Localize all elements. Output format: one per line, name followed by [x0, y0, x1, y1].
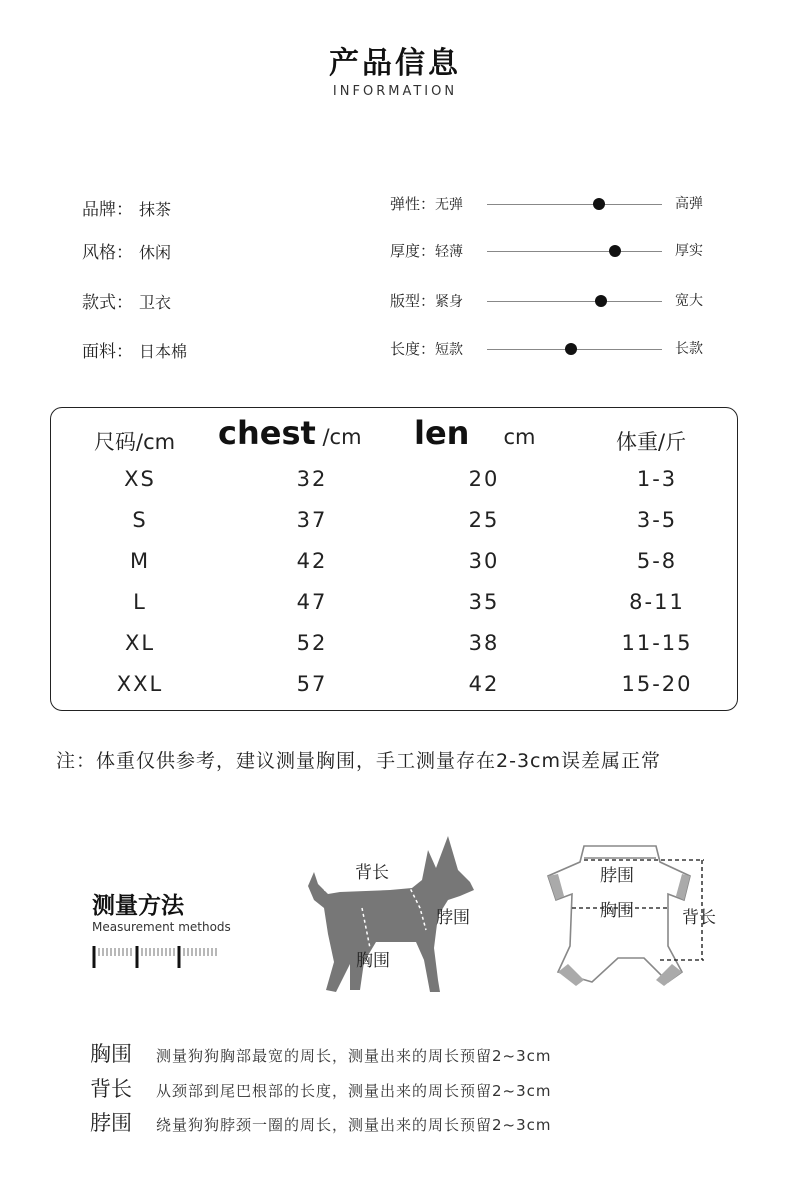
header-chest-word: chest [218, 414, 316, 452]
dog-label-neck: 脖围 [436, 908, 470, 928]
table-cell-chest: 47 [296, 590, 328, 614]
desc-text: 从颈部到尾巴根部的长度，测量出来的周长预留2~3cm [156, 1082, 552, 1100]
table-cell-chest: 37 [296, 508, 328, 532]
slider-label: 厚度：轻薄 [390, 242, 464, 260]
slider-dot [565, 343, 577, 355]
desc-key: 脖围 [90, 1111, 132, 1135]
desc-text: 测量狗狗胸部最宽的周长，测量出来的周长预留2~3cm [156, 1047, 552, 1065]
slider-track [487, 301, 662, 302]
dog-label-back: 背长 [355, 863, 389, 883]
header-chest [218, 414, 362, 452]
method-subtitle: Measurement methods [92, 920, 231, 934]
garment-label-neck: 脖围 [600, 866, 634, 886]
table-cell-size: S [132, 508, 148, 532]
table-cell-len: 25 [468, 508, 500, 532]
table-cell-weight: 15-20 [621, 672, 693, 696]
header-len-word: len [414, 414, 470, 452]
slider-dot [595, 295, 607, 307]
desc-key: 胸围 [90, 1042, 132, 1066]
garment-label-chest: 胸围 [600, 901, 634, 921]
table-cell-size: XL [124, 631, 156, 655]
attr-brand [82, 195, 171, 220]
attr-label: 风格： [82, 243, 133, 263]
slider-label: 弹性：无弹 [390, 195, 464, 213]
attr-value: 日本棉 [139, 342, 188, 361]
table-cell-weight: 5-8 [636, 549, 678, 573]
table-cell-weight: 11-15 [621, 631, 693, 655]
table-cell-len: 20 [468, 467, 500, 491]
dog-label-chest: 胸围 [356, 951, 390, 971]
table-cell-size: XXL [116, 672, 164, 696]
table-cell-chest: 52 [296, 631, 328, 655]
table-cell-size: XS [124, 467, 156, 491]
header-size: 尺码/cm [94, 430, 176, 454]
desc-text: 绕量狗狗脖颈一圈的周长，测量出来的周长预留2~3cm [156, 1116, 552, 1134]
attr-style [82, 238, 171, 263]
slider-right-label: 高弹 [675, 196, 703, 212]
slider-dot [609, 245, 621, 257]
slider-length [390, 338, 720, 362]
page-title: 产品信息 [329, 46, 461, 81]
attr-label: 款式： [82, 293, 133, 313]
slider-right-label: 长款 [675, 341, 703, 357]
slider-fit [390, 290, 720, 314]
desc-key: 背长 [90, 1077, 132, 1101]
header-chest-unit: /cm [315, 425, 362, 449]
table-cell-len: 38 [468, 631, 500, 655]
ruler-icon [92, 942, 222, 970]
attr-value: 抹茶 [139, 200, 172, 219]
table-cell-chest: 42 [296, 549, 328, 573]
attr-type [82, 288, 171, 313]
method-title: 测量方法 [92, 893, 184, 919]
table-cell-chest: 57 [296, 672, 328, 696]
attr-value: 卫衣 [139, 293, 172, 312]
table-cell-size: L [133, 590, 147, 614]
slider-right-label: 厚实 [675, 243, 703, 259]
table-cell-weight: 3-5 [636, 508, 678, 532]
slider-label: 版型：紧身 [390, 292, 464, 310]
table-cell-size: M [129, 549, 151, 573]
garment-label-back: 背长 [682, 908, 716, 928]
note-text: 注：体重仅供参考，建议测量胸围，手工测量存在2-3cm误差属正常 [56, 750, 661, 772]
desc-chest [90, 1038, 552, 1068]
table-cell-chest: 32 [296, 467, 328, 491]
table-cell-len: 30 [468, 549, 500, 573]
attr-label: 品牌： [82, 200, 133, 220]
slider-label: 长度：短款 [390, 340, 464, 358]
slider-dot [593, 198, 605, 210]
attr-label: 面料： [82, 342, 133, 362]
table-cell-weight: 1-3 [636, 467, 678, 491]
header-len-unit: cm [503, 425, 536, 449]
attr-value: 休闲 [139, 243, 172, 262]
table-cell-len: 42 [468, 672, 500, 696]
slider-thickness [390, 240, 720, 264]
header-length [414, 414, 535, 452]
header-weight: 体重/斤 [616, 430, 687, 454]
slider-track [487, 204, 662, 205]
page-subtitle: INFORMATION [332, 84, 458, 99]
desc-back [90, 1073, 552, 1103]
table-cell-weight: 8-11 [629, 590, 685, 614]
slider-right-label: 宽大 [675, 293, 703, 309]
table-cell-len: 35 [468, 590, 500, 614]
attr-fabric [82, 337, 187, 362]
slider-elasticity [390, 193, 720, 217]
slider-track [487, 251, 662, 252]
desc-neck [90, 1107, 552, 1137]
